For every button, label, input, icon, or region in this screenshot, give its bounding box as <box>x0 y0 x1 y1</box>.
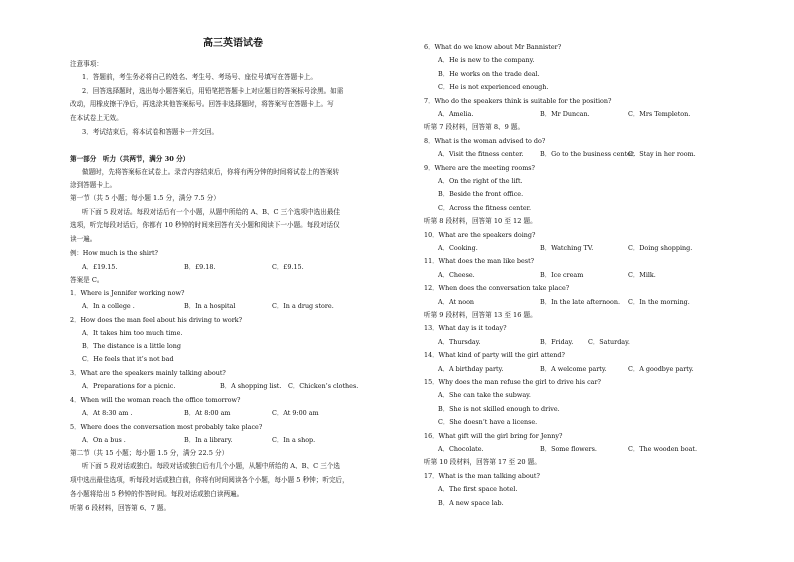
section2-heading: 第二节（共 15 小题；每小题 1.5 分，满分 22.5 分） <box>70 449 229 457</box>
section1-intro: 选项，听完每段对话后，你都有 10 秒钟的时间来回答有关小题和阅读下一小题。每段对话仅 <box>70 221 340 229</box>
answer-option: B．A new space lab. <box>438 498 504 507</box>
question-text: 6．What do we know about Mr Bannister? <box>424 43 562 51</box>
answer-option: A．He is new to the company. <box>438 56 535 65</box>
answer-option: C．Chicken’s clothes. <box>288 382 359 390</box>
question-text: 5．Where does the conversation most probably take place? <box>70 423 263 431</box>
answer-option: B．Some flowers. <box>540 445 597 453</box>
answer-option: C．Mrs Templeton. <box>628 110 691 118</box>
answer-option: C．Stay in her room. <box>628 150 696 159</box>
example-option: C．£9.15. <box>272 263 304 271</box>
answer-option: B．In a hospital <box>184 302 236 310</box>
section2-intro: 项中选出最佳选项，听每段对话或独白前，你将有时间阅读各个小题，每小题 5 秒钟；听完后， <box>70 476 349 484</box>
answer-option: A．At 8:30 am . <box>82 409 133 417</box>
answer-option: A．Thursday. <box>438 337 481 346</box>
answer-option: A．On the right of the lift. <box>438 177 523 185</box>
material-heading: 听第 6 段材料，回答第 6、7 题。 <box>70 504 171 512</box>
answer-option: B．She is not skilled enough to drive. <box>438 404 560 413</box>
question-text: 9．Where are the meeting rooms? <box>424 163 535 172</box>
answer-option: C．He feels that it’s not bad <box>82 355 174 363</box>
example-option: B．£9.18. <box>184 263 216 271</box>
material-heading: 听第 9 段材料，回答第 13 至 16 题。 <box>424 311 537 319</box>
answer-option: C．Saturday. <box>588 337 630 346</box>
answer-option: A．Cheese. <box>438 270 475 279</box>
answer-option: B．A welcome party. <box>540 364 607 373</box>
answer-option: C．Milk. <box>628 270 656 279</box>
question-text: 12．When does the conversation take place? <box>424 284 570 293</box>
question-text: 2．How does the man feel about his driving to work? <box>70 316 243 324</box>
answer-option: C．The wooden boat. <box>628 445 698 453</box>
answer-option: C．Across the fitness center. <box>438 203 531 212</box>
example-answer: 答案是 C。 <box>70 276 104 284</box>
section1-heading: 第一节（共 5 小题；每小题 1.5 分，满分 7.5 分） <box>70 194 220 202</box>
answer-option: B．At 8:00 am <box>184 409 231 417</box>
section2-intro: 听下面 5 段对话或独白。每段对话或独白后有几个小题，从题中所给的 A、B、C 三个选 <box>82 462 341 470</box>
answer-option: A．At noon <box>438 297 475 306</box>
question-text: 14．What kind of party will the girl attend? <box>424 351 565 360</box>
section2-intro: 各小题将给出 5 秒钟的作答时间。每段对话或独白读两遍。 <box>70 490 244 498</box>
answer-option: B．He works on the trade deal. <box>438 69 540 78</box>
question-text: 1．Where is Jennifer working now? <box>70 289 185 297</box>
answer-option: C．She doesn’t have a license. <box>438 418 538 427</box>
answer-option: B．Ice cream <box>540 270 584 279</box>
material-heading: 听第 7 段材料，回答第 8、9 题。 <box>424 123 525 132</box>
answer-option: B．The distance is a little long <box>82 342 181 350</box>
answer-option: A．The first space hotel. <box>438 485 518 494</box>
answer-option: B．A shopping list. <box>220 382 282 390</box>
answer-option: A．Chocolate. <box>438 445 484 453</box>
part1-intro: 做题时，先将答案标在试卷上。录音内容结束后，你将有两分钟的时间将试卷上的答案转 <box>82 168 340 176</box>
note-line: 1．答题前，考生务必将自己的姓名、考生号、考场号、座位号填写在答题卡上。 <box>82 73 317 81</box>
section1-intro: 读一遍。 <box>70 235 97 243</box>
material-heading: 听第 8 段材料，回答第 10 至 12 题。 <box>424 217 537 226</box>
answer-option: A．Preparations for a picnic. <box>82 382 176 390</box>
part1-intro: 涂到答题卡上。 <box>70 181 117 189</box>
question-text: 16．What gift will the girl bring for Jenny? <box>424 431 563 440</box>
question-text: 13．What day is it today? <box>424 324 507 333</box>
question-text: 8．What is the woman advised to do? <box>424 136 546 145</box>
note-line: 3．考试结束后，将本试卷和答题卡一并交回。 <box>82 128 219 136</box>
answer-option: A．A birthday party. <box>438 364 504 373</box>
answer-option: B．Friday. <box>540 337 574 346</box>
notes-heading: 注意事项： <box>70 60 103 68</box>
answer-option: C．He is not experienced enough. <box>438 83 549 92</box>
example-question: 例：How much is the shirt? <box>70 249 158 257</box>
answer-option: A．In a college . <box>82 302 135 310</box>
answer-option: A．Amelia. <box>438 110 474 118</box>
answer-option: A．Cooking. <box>438 244 478 252</box>
answer-option: B．In a library. <box>184 436 233 444</box>
answer-option: B．In the late afternoon. <box>540 297 621 306</box>
question-text: 17．What is the man talking about? <box>424 471 540 480</box>
material-heading: 听第 10 段材料，回答第 17 至 20 题。 <box>424 458 541 467</box>
answer-option: A．It takes him too much time. <box>82 329 183 337</box>
example-option: A．£19.15. <box>82 263 118 271</box>
section1-intro: 听下面 5 段对话。每段对话后有一个小题，从题中所给的 A、B、C 三个选项中选出最佳 <box>82 208 341 216</box>
question-text: 10．What are the speakers doing? <box>424 230 536 239</box>
answer-option: C．A goodbye party. <box>628 364 694 373</box>
answer-option: A．On a bus . <box>82 436 126 444</box>
note-line: 改动，用橡皮擦干净后，再选涂其他答案标号。回答非选择题时，将答案写在答题卡上。写 <box>70 100 334 108</box>
answer-option: A．She can take the subway. <box>438 391 531 400</box>
answer-option: C．Doing shopping. <box>628 244 693 252</box>
answer-option: C．In the morning. <box>628 297 690 306</box>
answer-option: B．Watching TV. <box>540 244 594 252</box>
answer-option: C．In a shop. <box>272 436 316 444</box>
note-line: 在本试卷上无效。 <box>70 114 123 122</box>
part1-heading: 第一部分 听力（共两节，满分 30 分） <box>70 155 190 163</box>
page-title: 高三英语试卷 <box>203 38 263 49</box>
answer-option: B．Beside the front office. <box>438 190 524 199</box>
answer-option: B．Mr Duncan. <box>540 110 590 118</box>
answer-option: C．In a drug store. <box>272 302 334 310</box>
question-text: 15．Why does the man refuse the girl to drive his car? <box>424 378 601 386</box>
question-text: 4．When will the woman reach the office tomorrow? <box>70 396 241 404</box>
note-line: 2．回答选择题时，选出每小题答案后，用铅笔把答题卡上对应题目的答案标号涂黑。如需 <box>82 87 344 95</box>
question-text: 7．Who do the speakers think is suitable for the position? <box>424 96 612 105</box>
question-text: 3．What are the speakers mainly talking about? <box>70 369 226 377</box>
answer-option: C．At 9:00 am <box>272 409 319 417</box>
answer-option: A．Visit the fitness center. <box>438 150 524 159</box>
question-text: 11．What does the man like best? <box>424 257 535 266</box>
answer-option: B．Go to the business center. <box>540 150 636 159</box>
